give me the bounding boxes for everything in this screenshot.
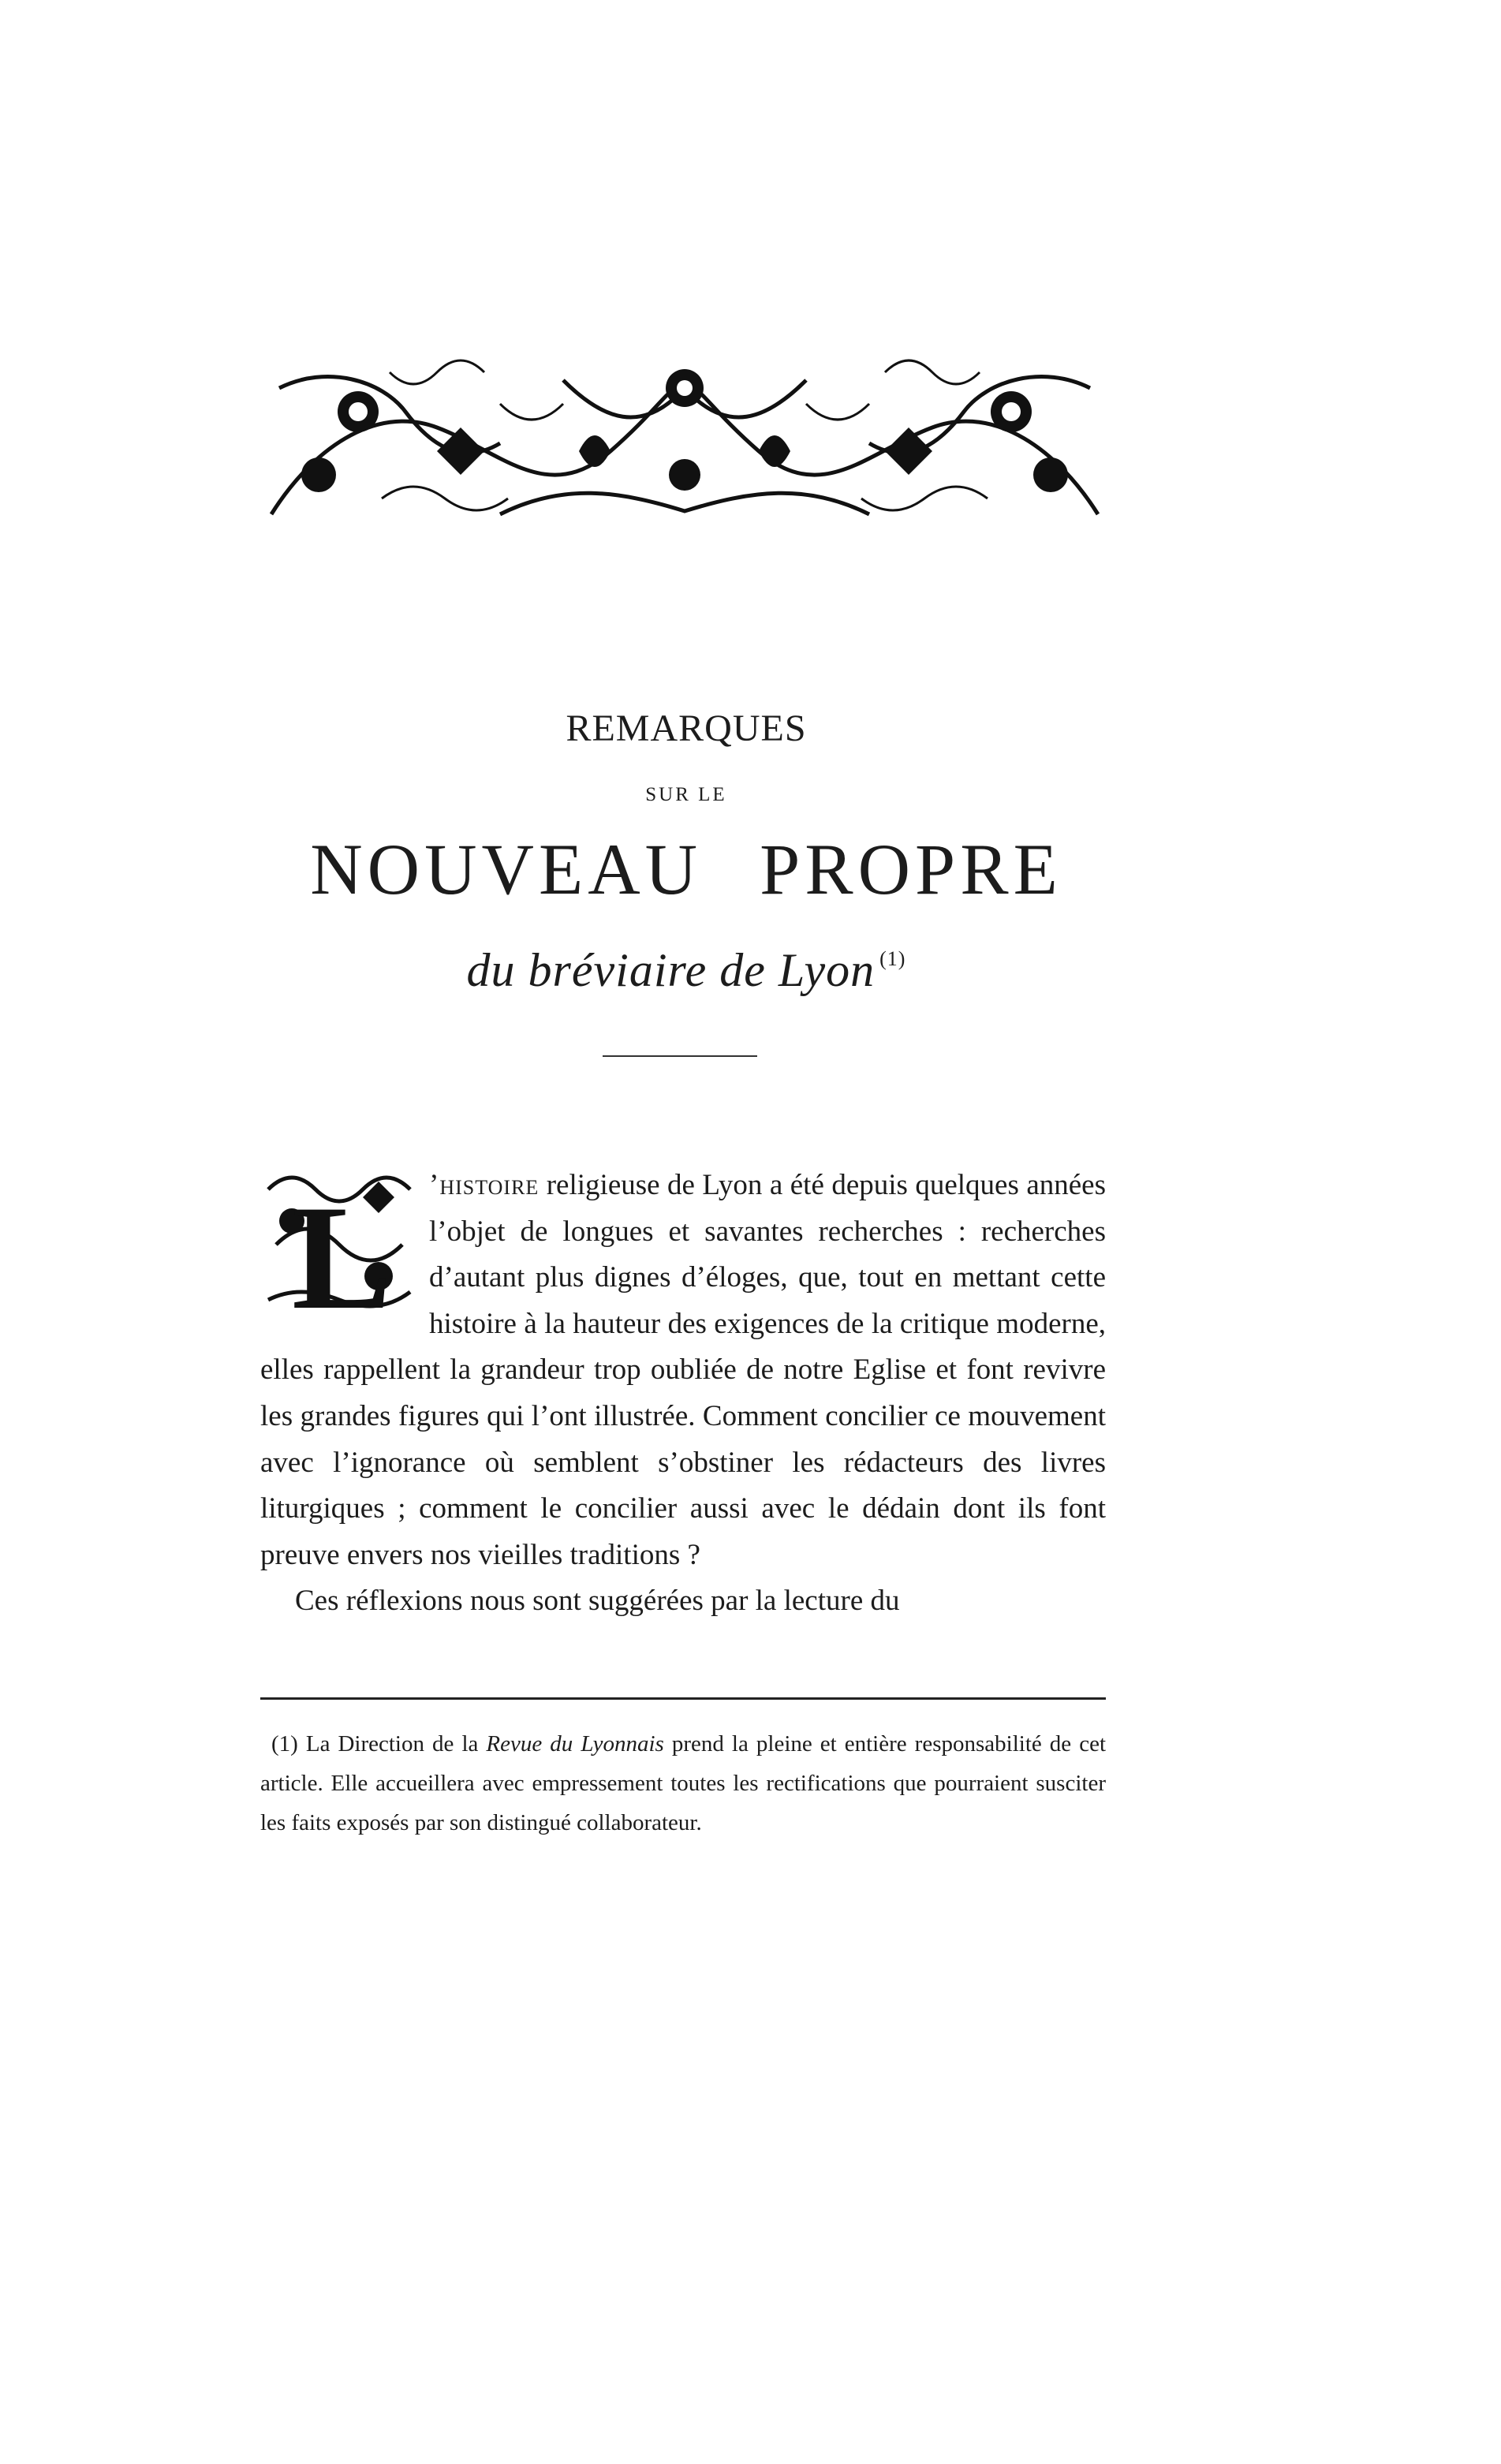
footnote-prefix: (1) La Direction de la xyxy=(271,1731,487,1757)
subtitle-text: du bréviaire de Lyon xyxy=(466,944,876,996)
paragraph-1-text: religieuse de Lyon a été depuis quelques années l’objet de longues et savantes recherches : recherches d’autant plus dignes d’éloges, que, tout en mettant cette histoire à la hauteur des exigences de la critique moderne, elles rappellent la grandeur trop oubliée de notre Eglise et font revivre les grandes figures qui l’ont illustrée. Comment concilier ce mouvement avec l’ignorance où semblent s’obstiner les rédacteurs des livres liturgiques ; comment le concilier aussi avec le dédain dont ils font preuve envers nos vieilles traditions ? xyxy=(260,1169,1106,1571)
title-nouveau-propre: NOUVEAU PROPRE xyxy=(310,829,1062,909)
title-sur-le: SUR LE xyxy=(645,784,727,805)
paragraph-2: Ces réflexions nous sont suggérées par la lecture du xyxy=(295,1585,900,1618)
footnote-text: prend la pleine et entière responsabilité de cet article. Elle accueillera avec empressement toutes les rectifications que pourraient susciter les faits exposés par son distingué collaborateur. xyxy=(260,1731,1107,1835)
lead-smallcaps: ’histoire xyxy=(429,1169,540,1201)
footnote-reference: (1) xyxy=(879,947,906,970)
journal-title: Revue du Lyonnais xyxy=(486,1731,664,1757)
ornamental-headpiece xyxy=(263,357,1106,524)
title-remarques: REMARQUES xyxy=(566,707,807,749)
decorated-initial xyxy=(260,1166,418,1320)
body-text xyxy=(260,1163,1106,1625)
subtitle xyxy=(260,943,1112,998)
paragraph-1 xyxy=(260,1163,1106,1578)
footnote xyxy=(260,1724,1106,1842)
title-divider xyxy=(603,1055,757,1057)
footnote-divider xyxy=(260,1697,1106,1700)
dropcap-letter: L xyxy=(292,1175,392,1320)
